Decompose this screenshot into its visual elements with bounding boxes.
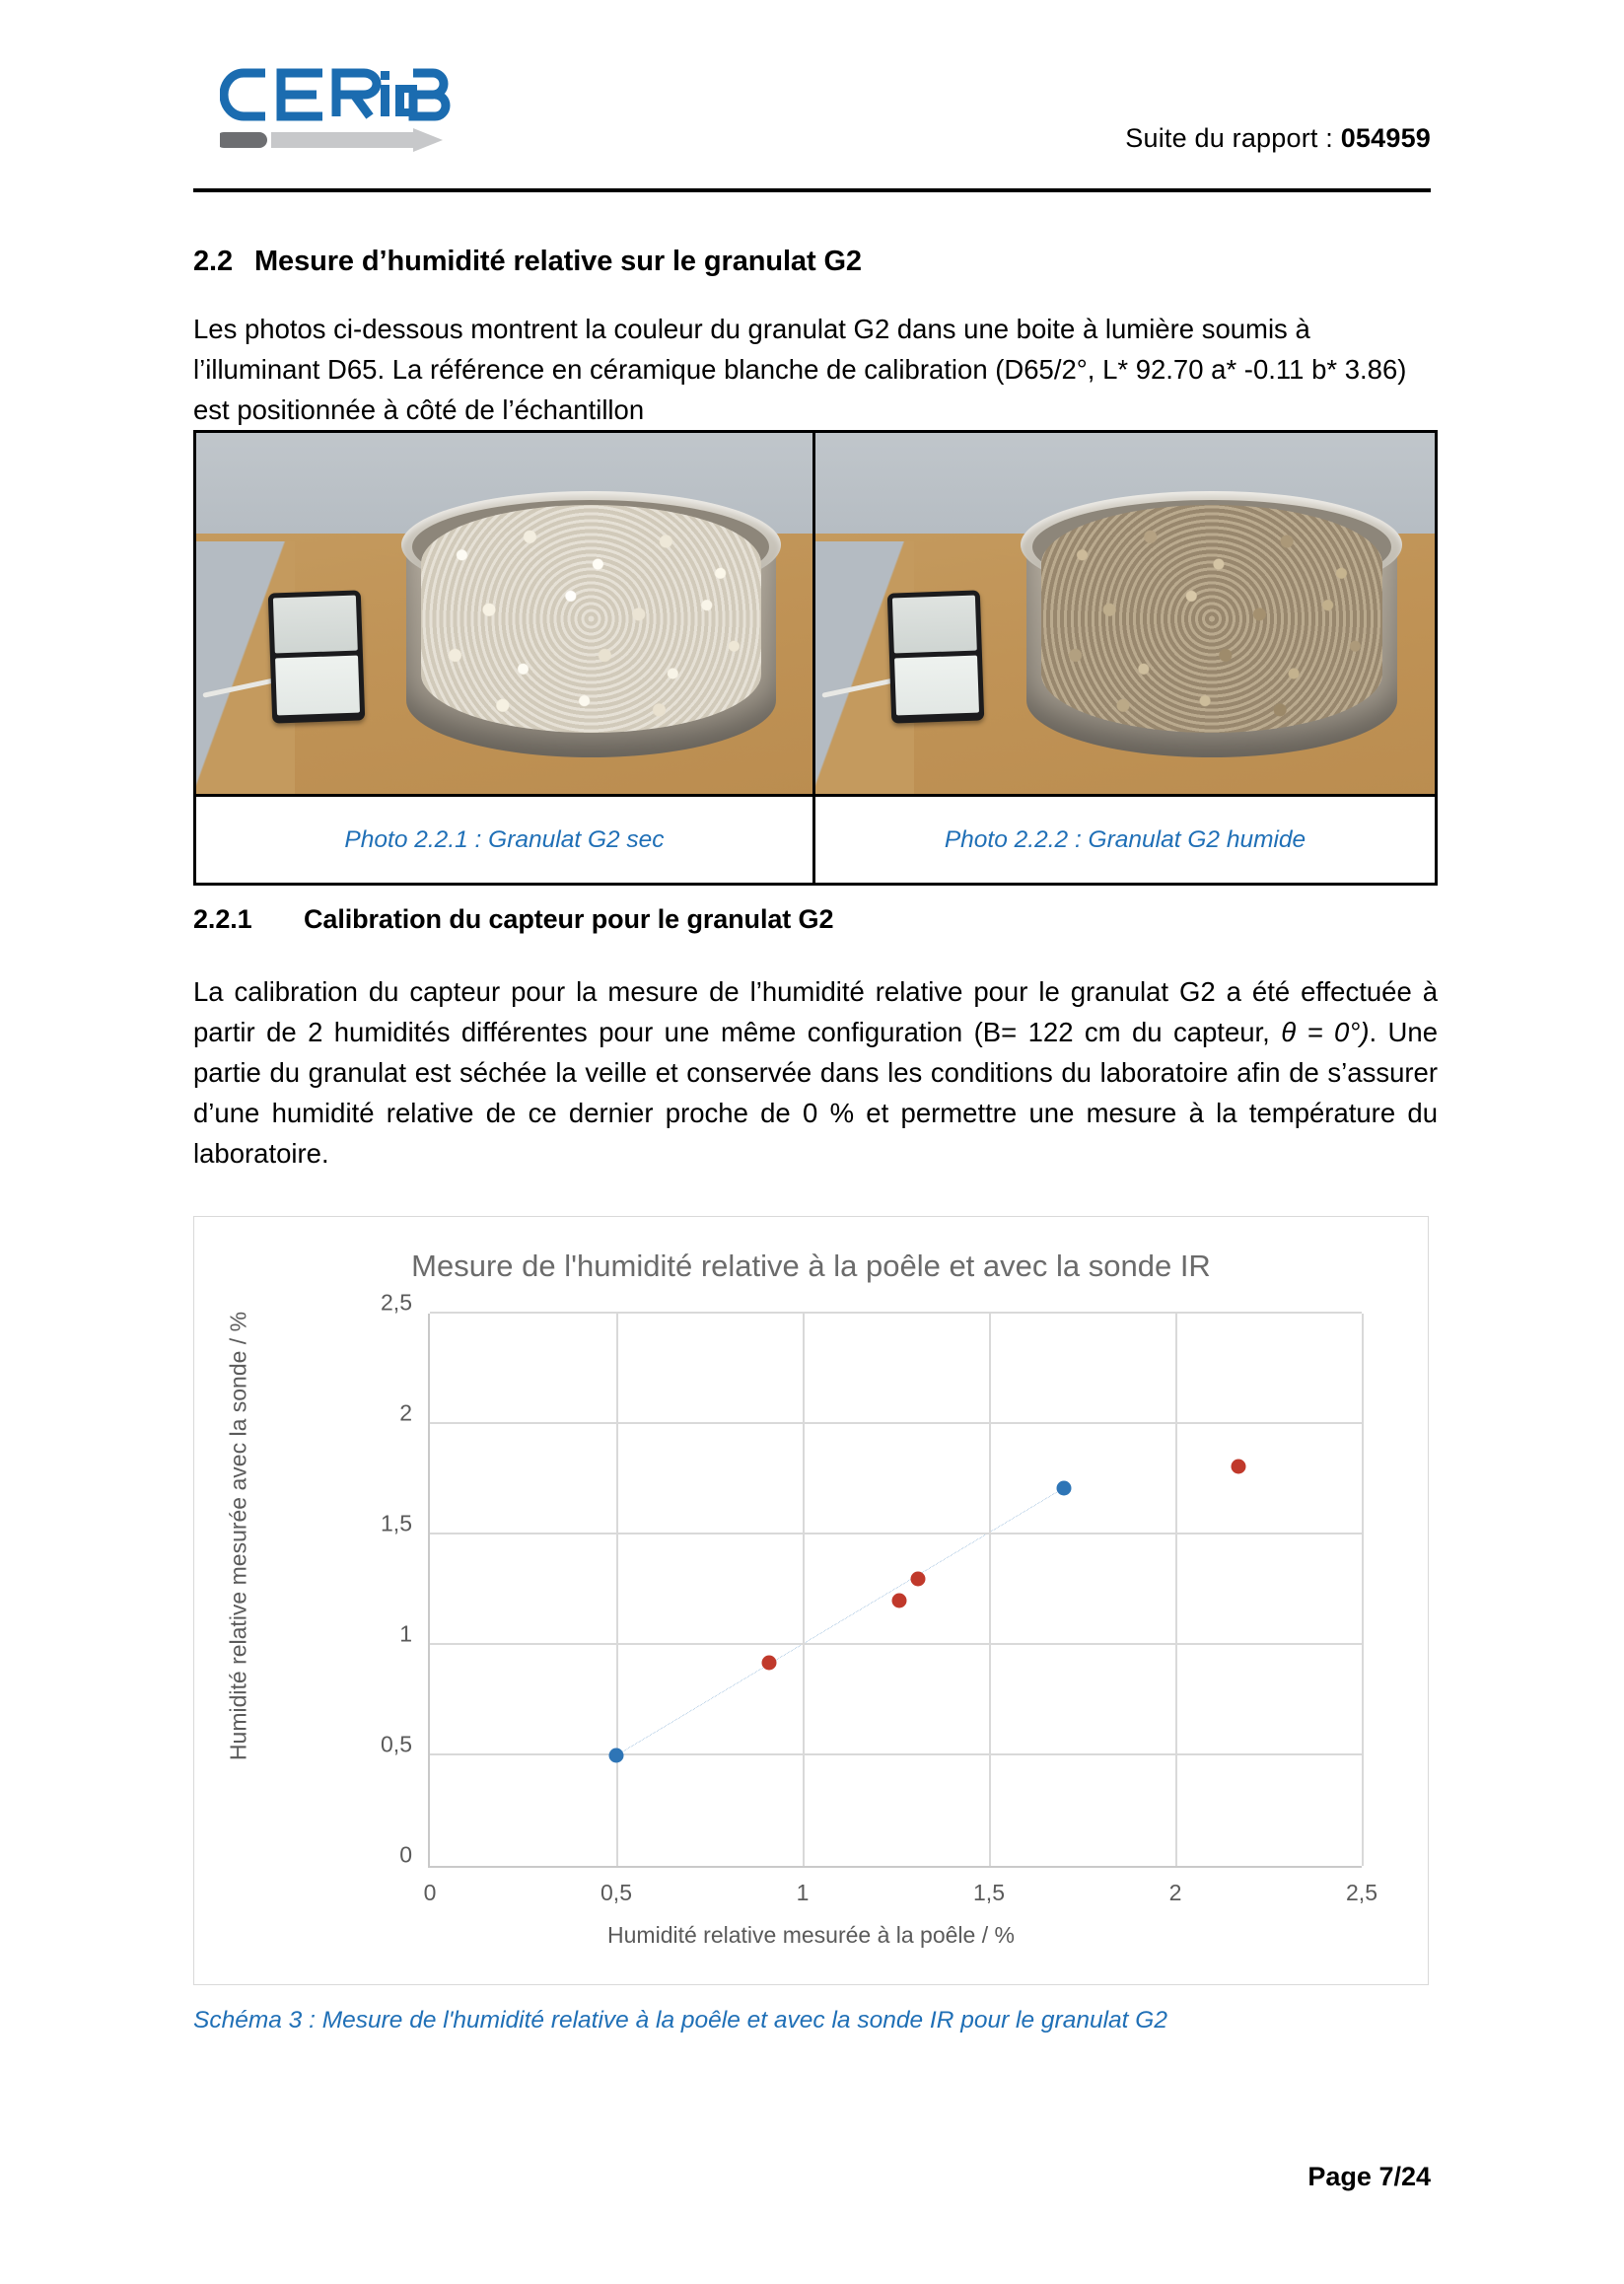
paragraph-2-2-1-theta: θ = 0°) [1281,1017,1370,1047]
chart-container [193,1216,1429,1985]
photo-table [193,430,1438,886]
cerib-logo [220,59,457,166]
photo-dry-granulat-g2 [196,433,815,794]
chart-plot-area [381,1289,1377,1905]
photo-caption-left: Photo 2.2.1 : Granulat G2 sec [196,797,815,883]
photo-humid-granulat-g2 [815,433,1435,794]
report-reference-number: 054959 [1340,123,1431,153]
chart-trendline-segment [616,1488,1064,1755]
photo-humid-image [815,433,1435,794]
trendline [430,1314,1362,1866]
chart-data-point-poele [1232,1459,1246,1473]
chart-y-tick-label: 1,5 [381,1510,412,1536]
chart-data-point-poele [892,1594,907,1608]
chart-data-point-sonde [609,1749,624,1763]
header-divider [193,188,1431,192]
chart-y-tick-label: 2,5 [381,1289,412,1316]
aggregate-surface [421,505,761,733]
heading-2-2-number: 2.2 [193,246,234,277]
photo-dry-image [196,433,812,794]
page-footer: Page 7/24 [1307,2162,1431,2191]
schema-caption: Schéma 3 : Mesure de l'humidité relative à la poêle et avec la sonde IR pour le granulat G2 [193,2007,1167,2034]
heading-2-2 [193,245,1436,279]
chart-gridline-horizontal [430,1422,1362,1424]
chart-y-tick-label: 0 [399,1841,412,1868]
heading-2-2-1 [193,904,1436,935]
chart-y-tick-label: 0,5 [381,1731,412,1757]
aggregate-dry [421,505,761,733]
chart-y-axis-title: Humidité relative mesurée avec la sonde / % [225,1311,251,1761]
chart-gridline-vertical [803,1314,805,1866]
chart-data-point-poele [911,1571,926,1586]
photo-caption-right: Photo 2.2.2 : Granulat G2 humide [944,825,1306,853]
chart-gridline-horizontal [430,1643,1362,1645]
paragraph-2-2-1-part2: . Une partie du granulat est séchée la veille et conservée dans les conditions du laboratoire afin de s’assurer d’une humidité relative de ce dernier proche de 0 % et permettre une mesure à la température du laboratoire. [193,1017,1438,1169]
chart-data-point-sonde [1056,1480,1071,1495]
paragraph-2-2-1 [193,971,1438,1174]
chart-x-tick-label: 2,5 [1346,1880,1377,1905]
white-ceramic-reference-tile [887,590,985,723]
tile-label-panel [892,596,977,654]
aggregate-humid [1041,505,1383,733]
heading-2-2-1-title: Calibration du capteur pour le granulat G2 [304,904,834,934]
chart-gridline-vertical [1362,1314,1364,1866]
tile-label-panel [273,596,358,654]
chart-title: Mesure de l'humidité relative à la poêle et avec la sonde IR [411,1249,1211,1283]
tile-white-panel [894,656,979,716]
chart-x-axis-title: Humidité relative mesurée à la poêle / % [607,1922,1015,1948]
chart-gridline-horizontal [430,1533,1362,1535]
chart-x-tick-label: 1,5 [973,1880,1005,1905]
chart-y-tick-label: 2 [399,1399,412,1426]
chart-x-tick-label: 2 [1168,1880,1182,1905]
chart-y-tick-label: 1 [399,1620,412,1647]
report-reference [1125,123,1431,154]
paragraph-2-2: Les photos ci-dessous montrent la couleur du granulat G2 dans une boite à lumière soumis à l’illuminant D65. La référence en céramique blanche de calibration (D65/2°, L* 92.70 a* -0.11 b* 3.86) est positionnée à côté de l’échantillon [193,314,1407,425]
photo-caption-row [196,794,1435,883]
chart-x-tick-label: 0 [423,1880,437,1905]
chart-gridline-vertical [616,1314,618,1866]
report-reference-prefix: Suite du rapport : [1125,123,1341,153]
chart-data-point-poele [761,1655,776,1670]
page-header [193,47,1431,191]
chart-x-tick-label: 0,5 [600,1880,632,1905]
white-ceramic-reference-tile [268,590,365,723]
paragraph-2-2-1-part1: La calibration du capteur pour la mesure de l’humidité relative pour le granulat G2 a été effectuée à partir de 2 humidités différentes pour une même configuration (B= 122 cm du capteur, [193,976,1438,1047]
chart-gridline-vertical [989,1314,991,1866]
photo-row [196,433,1435,794]
chart-gridline-vertical [1175,1314,1177,1866]
chart-gridline-horizontal [430,1753,1362,1755]
heading-2-2-title: Mesure d’humidité relative sur le granulat G2 [254,246,862,277]
chart-gridline-horizontal [430,1312,1362,1314]
aggregate-surface [1041,505,1383,733]
chart-x-tick-label: 1 [796,1880,810,1905]
heading-2-2-1-number: 2.2.1 [193,904,252,934]
tile-white-panel [275,656,360,716]
